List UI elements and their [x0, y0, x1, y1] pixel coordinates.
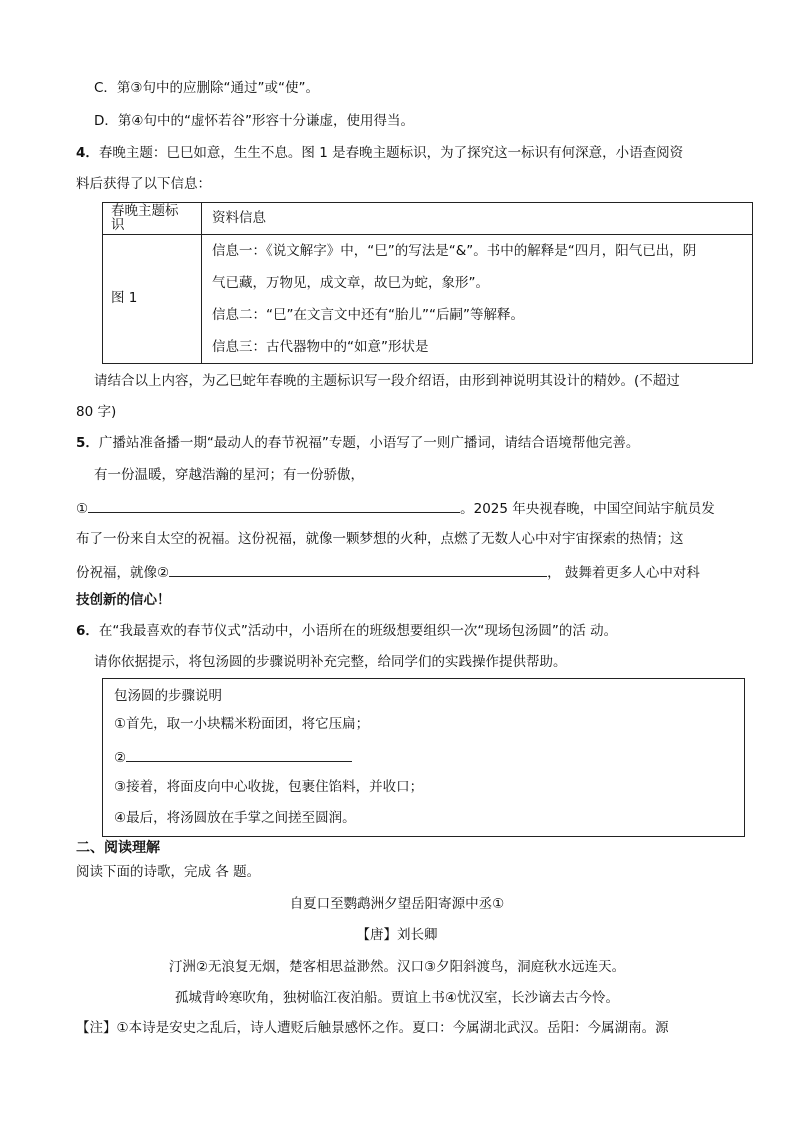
- answer-blank-1[interactable]: [88, 500, 460, 513]
- figure-cell: [103, 235, 202, 364]
- question-4-prompt-cont: 80 字): [76, 404, 117, 420]
- info-cell: [202, 235, 753, 364]
- question-4-prompt: 请结合以上内容，为乙巳蛇年春晚的主题标识写一段介绍语，由形到神说明其设计的精妙。(不超过: [94, 373, 680, 389]
- poem-title: 自夏口至鹦鹉洲夕望岳阳寄源中丞①: [289, 896, 505, 912]
- option-d: D．第④句中的“虚怀若谷”形容十分谦虚，使用得当。: [94, 113, 414, 129]
- blank-1-label: ①: [76, 501, 89, 517]
- option-c: C．第③句中的应删除“通过”或“使”。: [94, 80, 320, 96]
- broadcast-line-3: 布了一份来自太空的祝福。这份祝福，就像一颗梦想的火种，点燃了无数人心中对宇宙探索的热情；这: [76, 531, 684, 547]
- figure-label: 图 1: [111, 290, 138, 307]
- answer-blank-step-2[interactable]: [126, 749, 352, 762]
- question-6-stem: [76, 625, 617, 639]
- table-header-logo: 春晚主题标识: [103, 203, 202, 235]
- step-3: ③接着，将面皮向中心收拢，包裹住馅料，并收口；: [114, 779, 424, 795]
- table-header-info: 资料信息: [202, 203, 753, 235]
- question-number: 5．: [76, 435, 99, 451]
- step-1: ①首先，取一小块糯米粉面团，将它压扁；: [114, 716, 370, 732]
- info-line: 信息一：《说文解字》中，“巳”的写法是“&”。书中的解释是“四月，阳气已出，阴: [212, 243, 697, 259]
- poem-author: 【唐】刘长卿: [356, 927, 438, 943]
- step-4: ④最后，将汤圆放在手掌之间搓至圆润。: [114, 810, 356, 826]
- stem-text: 广播站准备播一期“最动人的春节祝福”专题，小语写了一则广播词，请结合语境帮他完善。: [98, 435, 640, 451]
- step-2: [114, 749, 352, 766]
- section-heading: 二、阅读理解: [76, 840, 160, 856]
- question-4-stem-cont: 料后获得了以下信息：: [76, 176, 211, 192]
- poem-line-2: 孤城背岭寒吹角，独树临江夜泊船。贾谊上书④忧汉室，长沙谪去古今怜。: [174, 990, 620, 1006]
- broadcast-line-4: [76, 564, 700, 581]
- step-2-label: ②: [114, 750, 127, 766]
- section-instruction: 阅读下面的诗歌，完成 各 题。: [76, 864, 261, 880]
- question-6-prompt: 请你依据提示，将包汤圆的步骤说明补充完整，给同学们的实践操作提供帮助。: [94, 654, 567, 670]
- stem-text: 春晚主题：巳巳如意，生生不息。图 1 是春晚主题标识，为了探究这一标识有何深意，小语查阅资: [98, 145, 684, 161]
- info-line: 气已藏，万物见，成文章，故巳为蛇，象形”。: [212, 275, 489, 291]
- question-5-stem: [76, 437, 639, 451]
- info-line: 信息三：古代器物中的“如意”形状是: [212, 339, 429, 355]
- line-text: ， 鼓舞着更多人心中对科: [547, 565, 700, 581]
- poem-line-1: 汀洲②无浪复无烟，楚客相思益渺然。汉口③夕阳斜渡鸟，洞庭秋水远连天。: [168, 959, 626, 975]
- info-table: [102, 202, 753, 364]
- broadcast-line-5: 技创新的信心！: [76, 592, 171, 608]
- line-text: 。2025 年央视春晚，中国空间站宇航员发: [460, 501, 715, 517]
- info-line: 信息二：“巳”在文言文中还有“胎儿”“后嗣”等解释。: [212, 307, 524, 323]
- poem-note: 【注】①本诗是安史之乱后，诗人遭贬后触景感怀之作。夏口：今属湖北武汉。岳阳：今属湖南。源: [76, 1020, 669, 1036]
- broadcast-line-2: [76, 500, 715, 517]
- answer-blank-2[interactable]: [169, 564, 547, 577]
- question-number: 6．: [76, 623, 99, 639]
- question-number: 4．: [76, 145, 99, 161]
- steps-title: 包汤圆的步骤说明: [114, 688, 222, 704]
- broadcast-line-1: 有一份温暖，穿越浩瀚的星河；有一份骄傲，: [94, 467, 364, 483]
- line-text: 份祝福，就像②: [76, 565, 170, 581]
- stem-text: 在“我最喜欢的春节仪式”活动中，小语所在的班级想要组织一次“现场包汤圆”的活 动。: [98, 623, 618, 639]
- question-4-stem: [76, 147, 683, 161]
